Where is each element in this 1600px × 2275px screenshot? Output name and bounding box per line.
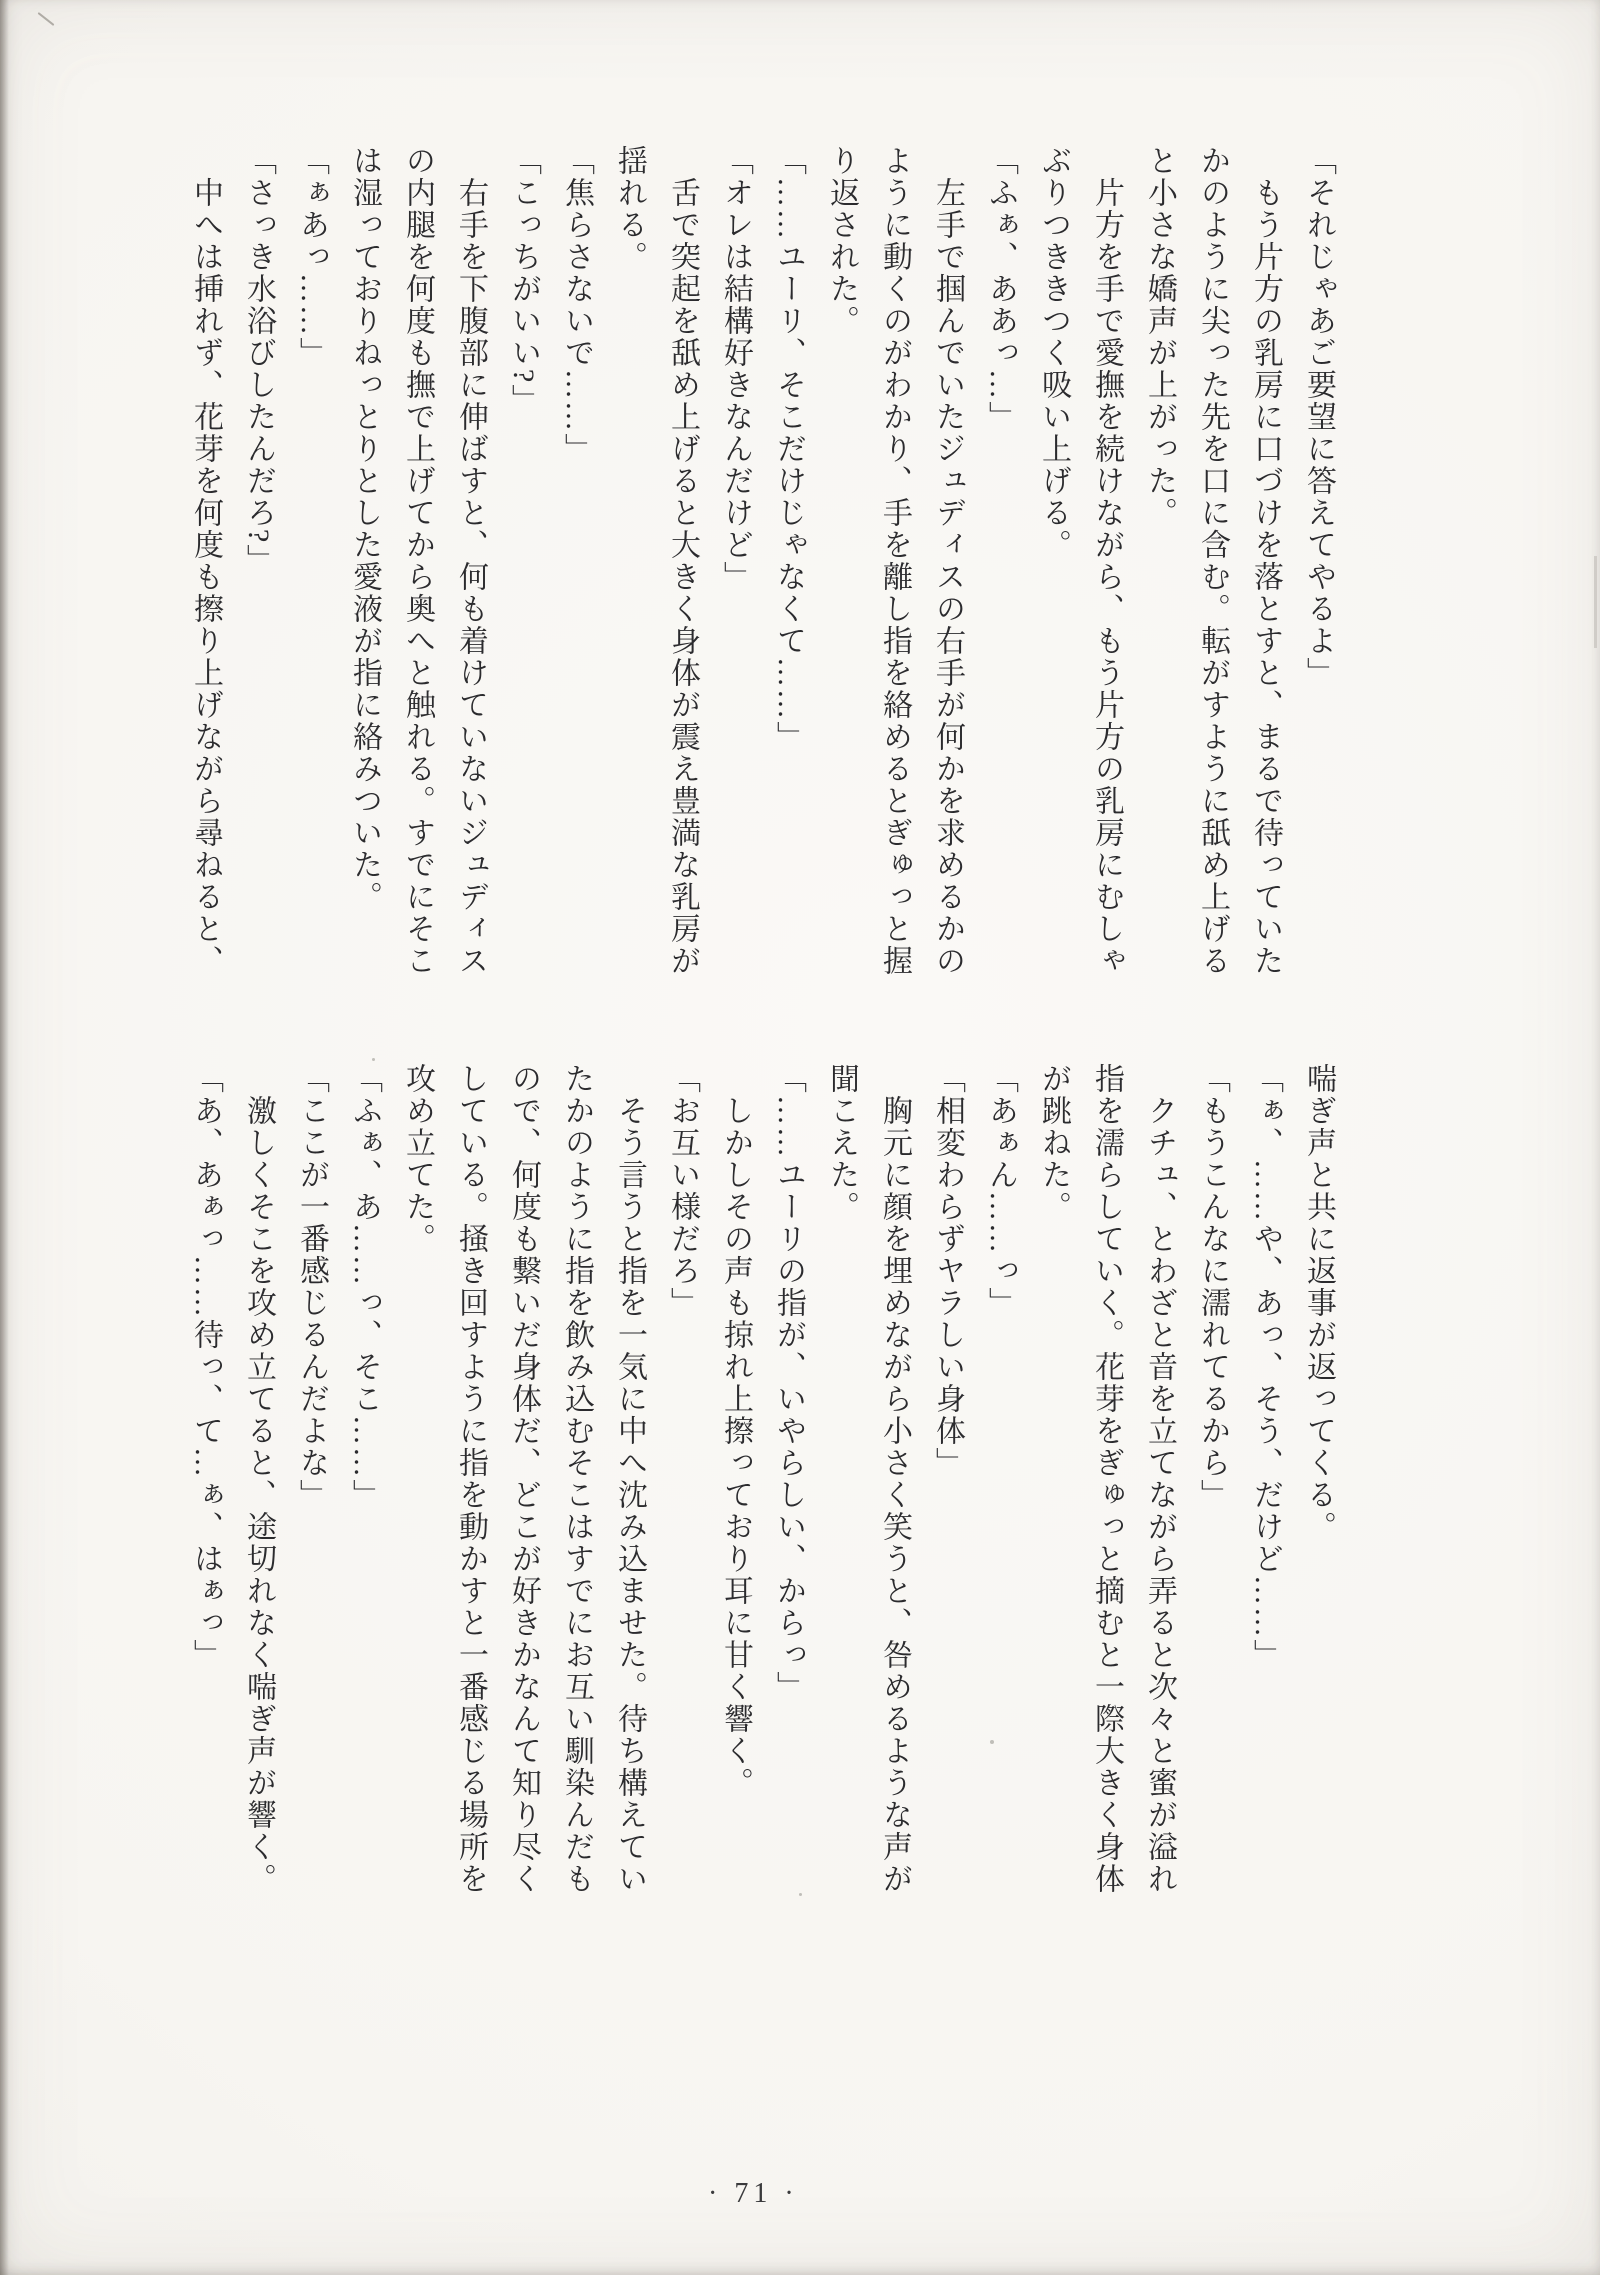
text-column: 「それじゃあご要望に答えてやるよ」 [1302,145,1335,689]
text-column: 指を濡らしていく。花芽をぎゅっと摘むと一際大きく身体 [1090,1063,1123,1895]
text-column: している。掻き回すように指を動かすと一番感じる場所を [454,1063,487,1895]
text-column: 「ぁ、……や、あっ、そう、だけど……」 [1249,1063,1282,1671]
text-column: は湿っておりねっとりとした愛液が指に絡みついた。 [348,145,381,913]
text-column: ので、何度も繋いだ身体だ、どこが好きかなんて知り尽く [507,1063,540,1895]
text-column: り返された。 [825,145,858,337]
scan-artifact-corner-mark [38,12,55,26]
text-column: 「……ユーリ、そこだけじゃなくて……」 [772,145,805,753]
text-column: 右手を下腹部に伸ばすと、何も着けていないジュディス [454,177,487,977]
text-column: の内腿を何度も撫で上げてから奥へと触れる。すでにそこ [401,145,434,977]
text-column: そう言うと指を一気に中へ沈み込ませた。待ち構えてい [613,1095,646,1895]
text-column: 胸元に顔を埋めながら小さく笑うと、咎めるような声が [878,1095,911,1895]
text-column: 「お互い様だろ」 [666,1063,699,1319]
text-column: 激しくそこを攻め立てると、途切れなく喘ぎ声が響く。 [242,1095,275,1895]
text-column: と小さな嬌声が上がった。 [1143,145,1176,529]
text-column: 喘ぎ声と共に返事が返ってくる。 [1302,1063,1335,1543]
text-column: ぶりつききつく吸い上げる。 [1037,145,1070,561]
text-column: 「こっちがいい?」 [507,145,540,417]
text-column: しかしその声も掠れ上擦っており耳に甘く響く。 [719,1095,752,1799]
text-column: 「さっき水浴びしたんだろ?」 [242,145,275,577]
text-column: クチュ、とわざと音を立てながら弄ると次々と蜜が溢れ [1143,1095,1176,1895]
text-column: もう片方の乳房に口づけを落とすと、まるで待っていた [1249,177,1282,977]
text-column: が跳ねた。 [1037,1063,1070,1223]
text-column: 「……ユーリの指が、いやらしい、からっ」 [772,1063,805,1703]
text-column: 「あぁん……っ」 [984,1063,1017,1319]
text-column: 「ここが一番感じるんだよな」 [295,1063,328,1511]
text-column: 「オレは結構好きなんだけど」 [719,145,752,593]
text-column: 左手で掴んでいたジュディスの右手が何かを求めるかの [931,177,964,977]
text-column: 聞こえた。 [825,1063,858,1223]
vertical-text-block-bottom [179,1063,1345,1943]
text-column: 舌で突起を舐め上げると大きく身体が震え豊満な乳房が [666,177,699,977]
vertical-text-block-top [179,145,1345,990]
text-column: 片方を手で愛撫を続けながら、もう片方の乳房にむしゃ [1090,177,1123,977]
text-column: 「相変わらずヤラしい身体」 [931,1063,964,1479]
text-column: 中へは挿れず、花芽を何度も擦り上げながら尋ねると、 [189,177,222,977]
text-column: ように動くのがわかり、手を離し指を絡めるとぎゅっと握 [878,145,911,977]
text-column: 「もうこんなに濡れてるから」 [1196,1063,1229,1511]
scan-dust-speck [372,1058,375,1061]
text-column: たかのように指を飲み込むそこはすでにお互い馴染んだも [560,1063,593,1895]
page-number: · 71 · [708,2178,799,2209]
scan-edge-shadow [0,0,9,2275]
text-column: 揺れる。 [613,145,646,273]
text-column: 「ふぁ、あ……っ、そこ……」 [348,1063,381,1511]
text-column: 「焦らさないで……」 [560,145,593,465]
text-column: 「ぁあっ……」 [295,145,328,369]
text-column: 攻め立てた。 [401,1063,434,1255]
scan-artifact-edge-sliver [1594,556,1597,648]
text-column: かのように尖った先を口に含む。転がすように舐め上げる [1196,145,1229,977]
text-column: 「あ、あぁっ……待っ、て…ぁ、はぁっ」 [189,1063,222,1671]
text-column: 「ふぁ、ああっ…」 [984,145,1017,433]
